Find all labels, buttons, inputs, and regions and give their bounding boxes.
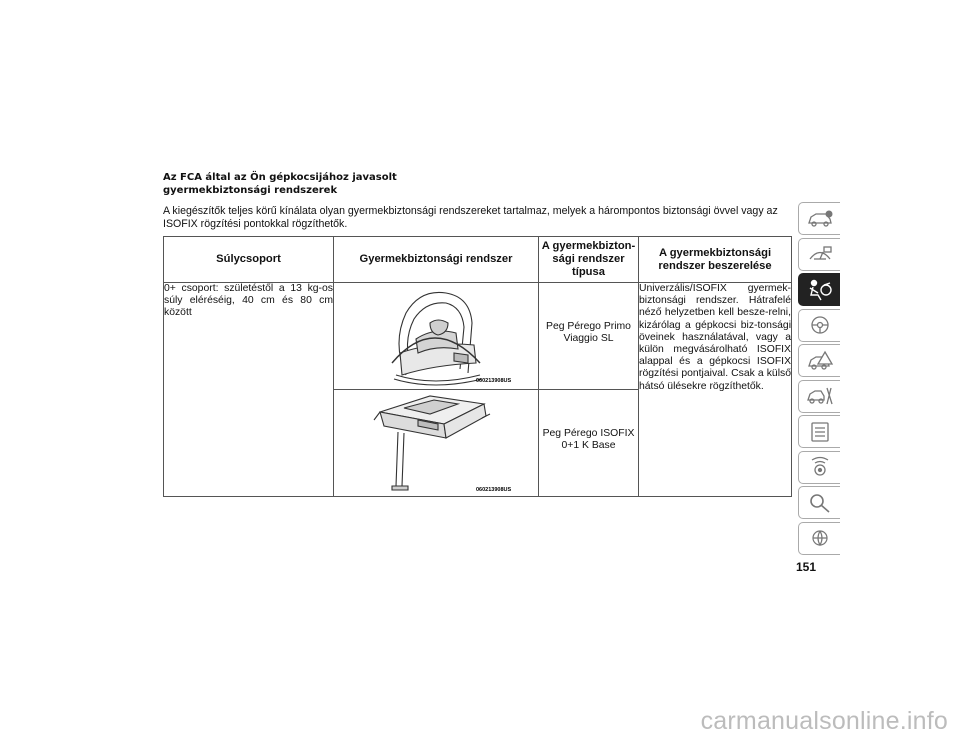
header-weight-group: Súlycsoport — [164, 237, 334, 283]
table-row — [164, 283, 792, 390]
section-heading-line1: Az FCA által az Ön gépkocsijához javasolt — [163, 172, 397, 183]
chapter-tabs — [798, 202, 842, 557]
section-heading — [163, 171, 397, 197]
search-icon — [806, 492, 834, 514]
table-header-row — [164, 237, 792, 283]
section-heading-line2: gyermekbiztonsági rendszerek — [163, 185, 338, 196]
installation-cell: Univerzális/ISOFIX gyermek-biztonsági rendszer. Hátrafelé néző helyzetben kell besze-relni, kizárólag a gépkocsi biz-tonsági öveinek használatával, vagy a külön megvásárolható ISOFIX alappal és a gépkocsi ISOFIX rögzítési pontjaival. Csak a külső hátsó ülésekre rögzíthetők. — [639, 283, 792, 497]
steering-wheel-icon — [806, 314, 834, 336]
tab-warning-car[interactable] — [798, 344, 840, 377]
isofix-base-illustration — [334, 390, 539, 496]
tab-checklist[interactable] — [798, 415, 840, 448]
multimedia-icon — [806, 456, 834, 478]
page-number: 151 — [796, 560, 817, 574]
child-seat-image-cell — [334, 283, 539, 390]
airbag-safety-icon — [806, 279, 834, 301]
intro-paragraph: A kiegészítők teljes körű kínálata olyan gyermekbiztonsági rendszereket tartalmaz, melyek a hárompontos biztonsági övvel vagy az ISOFIX rögzítési pontokkal rögzíthetők. — [163, 205, 778, 230]
tab-airbag-safety[interactable] — [798, 273, 840, 306]
header-installation: A gyermekbiztonsági rendszer beszerelése — [639, 237, 792, 283]
infant-carrier-illustration — [334, 283, 539, 389]
tab-steering-wheel[interactable] — [798, 309, 840, 342]
tab-language-index[interactable] — [798, 522, 840, 555]
car-info-icon — [806, 209, 834, 229]
seat-type-cell: Peg Pérego ISOFIX 0+1 K Base — [539, 390, 639, 497]
watermark: carmanualsonline.info — [700, 707, 948, 735]
header-seat-type: A gyermekbizton-sági rendszer típusa — [539, 237, 639, 283]
tab-search[interactable] — [798, 486, 840, 519]
dashboard-icon — [806, 244, 834, 264]
child-seat-table — [163, 236, 792, 497]
warning-car-icon — [806, 350, 834, 372]
isofix-base-image-cell — [334, 390, 539, 497]
tab-car-info[interactable] — [798, 202, 840, 235]
seat-type-cell: Peg Pérego Primo Viaggio SL — [539, 283, 639, 390]
service-tools-icon — [806, 385, 834, 407]
checklist-icon — [806, 421, 834, 443]
image-code: 060213908US — [476, 487, 512, 493]
image-code: 060213908US — [476, 378, 512, 384]
header-child-seat: Gyermekbiztonsági rendszer — [334, 237, 539, 283]
tab-service-tools[interactable] — [798, 380, 840, 413]
language-index-icon — [806, 527, 834, 549]
weight-group-cell: 0+ csoport: születéstől a 13 kg-os súly eléréséig, 40 cm és 80 cm között — [164, 283, 334, 497]
tab-dashboard[interactable] — [798, 238, 840, 271]
tab-multimedia[interactable] — [798, 451, 840, 484]
